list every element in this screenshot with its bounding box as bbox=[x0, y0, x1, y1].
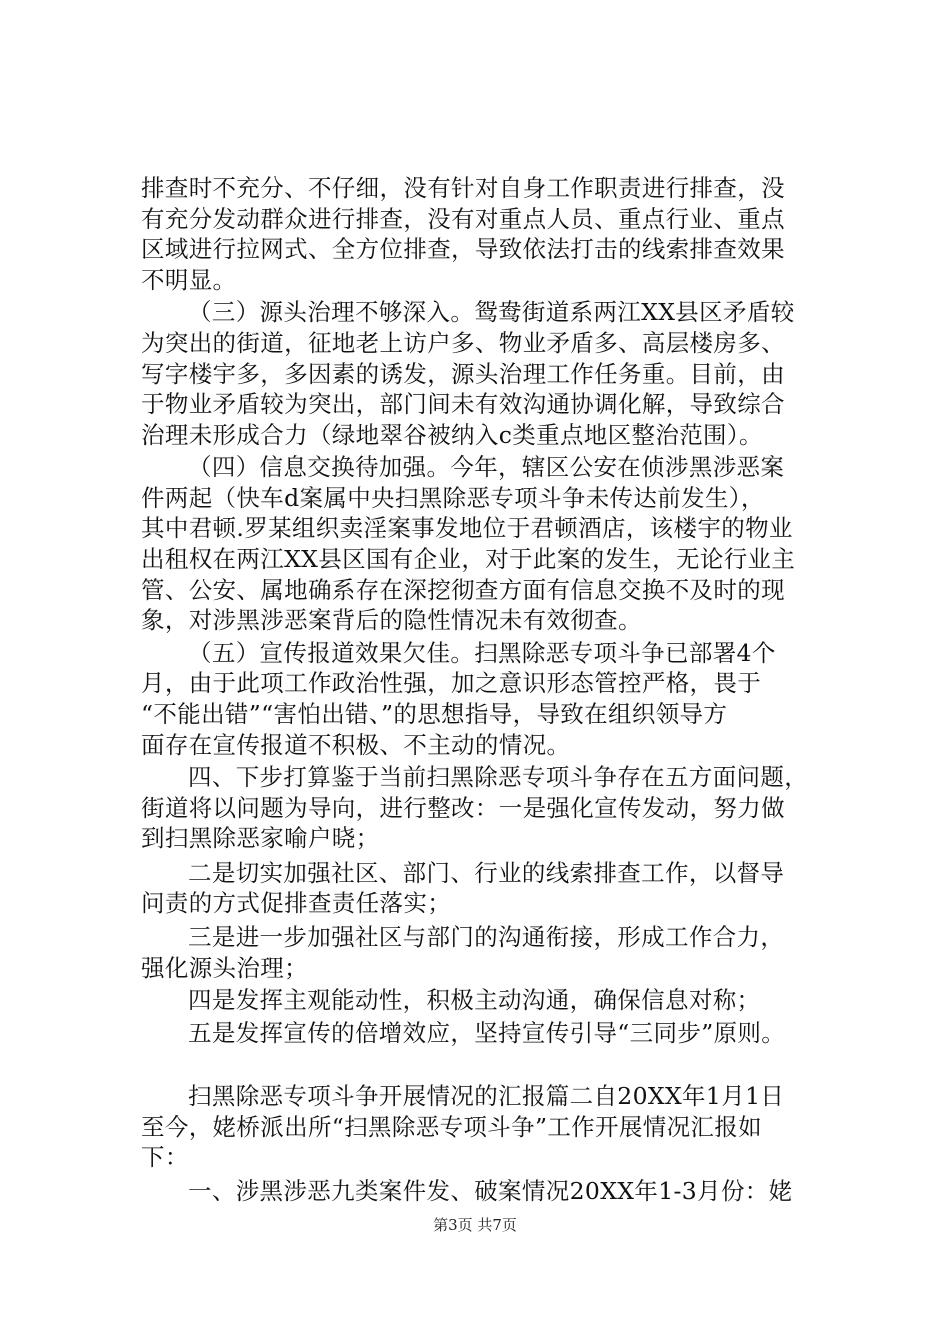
text-line: 问责的方式促排查责任落实； bbox=[141, 889, 452, 917]
text-line: 为突出的街道，征地老上访户多、物业矛盾多、高层楼房多、 bbox=[141, 329, 785, 357]
text-line: （五）宣传报道效果欠佳。扫黑除恶专项斗争已部署4个 bbox=[188, 639, 776, 667]
text-line: 强化源头治理； bbox=[141, 954, 308, 982]
text-line: （四）信息交换待加强。今年，辖区公安在侦涉黑涉恶案 bbox=[188, 453, 785, 481]
text-line: 其中君顿.罗某组织卖淫案事发地位于君顿酒店，该楼宇的物业 bbox=[141, 514, 793, 542]
text-line: 月，由于此项工作政治性强，加之意识形态管控严格，畏于 bbox=[141, 669, 762, 697]
text-line: 于物业矛盾较为突出，部门间未有效沟通协调化解，导致综合 bbox=[141, 390, 785, 418]
text-line: 区域进行拉网式、全方位排查，导致依法打击的线索排查效果 bbox=[141, 235, 785, 263]
text-line: 二是切实加强社区、部门、行业的线索排查工作，以督导 bbox=[188, 859, 785, 887]
text-line: 街道将以问题为导向，进行整改：一是强化宣传发动，努力做 bbox=[141, 794, 785, 822]
text-line: 至今，姥桥派出所“扫黑除恶专项斗争”工作开展情况汇报如 bbox=[141, 1113, 762, 1141]
page-footer bbox=[0, 1214, 950, 1236]
text-line: 扫黑除恶专项斗争开展情况的汇报篇二自20XX年1月1日 bbox=[188, 1082, 785, 1110]
text-line: “不能出错”“害怕出错、”的思想指导，导致在组织领导方 bbox=[141, 700, 728, 728]
text-line: 出租权在两江XX县区国有企业，对于此案的发生，无论行业主 bbox=[141, 545, 796, 573]
text-line: 五是发挥宣传的倍增效应，坚持宣传引导“三同步”原则。 bbox=[188, 1019, 786, 1047]
text-line: （三）源头治理不够深入。鸳鸯街道系两江XX县区矛盾较 bbox=[188, 298, 795, 326]
text-line: 面存在宣传报道不积极、不主动的情况。 bbox=[141, 731, 571, 759]
text-line: 到扫黑除恶家喻户晓； bbox=[141, 824, 380, 852]
text-line: 不明显。 bbox=[141, 266, 237, 294]
text-line: 治理未形成合力（绿地翠谷被纳入c类重点地区整治范围）。 bbox=[141, 421, 763, 449]
text-line: 管、公安、属地确系存在深挖彻查方面有信息交换不及时的现 bbox=[141, 576, 785, 604]
page-number: 第3页 共7页 bbox=[433, 1216, 517, 1234]
text-line: 写字楼宇多，多因素的诱发，源头治理工作任务重。目前，由 bbox=[141, 360, 785, 388]
text-line: 四、下步打算鉴于当前扫黑除恶专项斗争存在五方面问题， bbox=[188, 763, 809, 791]
text-line: 排查时不充分、不仔细，没有针对自身工作职责进行排查，没 bbox=[141, 174, 785, 202]
text-line: 象，对涉黑涉恶案背后的隐性情况未有效彻查。 bbox=[141, 606, 642, 634]
text-line: 有充分发动群众进行排查，没有对重点人员、重点行业、重点 bbox=[141, 205, 785, 233]
text-line: 下： bbox=[141, 1143, 189, 1171]
text-line: 件两起（快车d案属中央扫黑除恶专项斗争未传达前发生）， bbox=[141, 484, 765, 512]
text-line: 一、涉黑涉恶九类案件发、破案情况20XX年1-3月份：姥 bbox=[188, 1177, 793, 1205]
text-line: 三是进一步加强社区与部门的沟通衔接，形成工作合力， bbox=[188, 923, 785, 951]
text-line: 四是发挥主观能动性，积极主动沟通，确保信息对称； bbox=[188, 986, 761, 1014]
